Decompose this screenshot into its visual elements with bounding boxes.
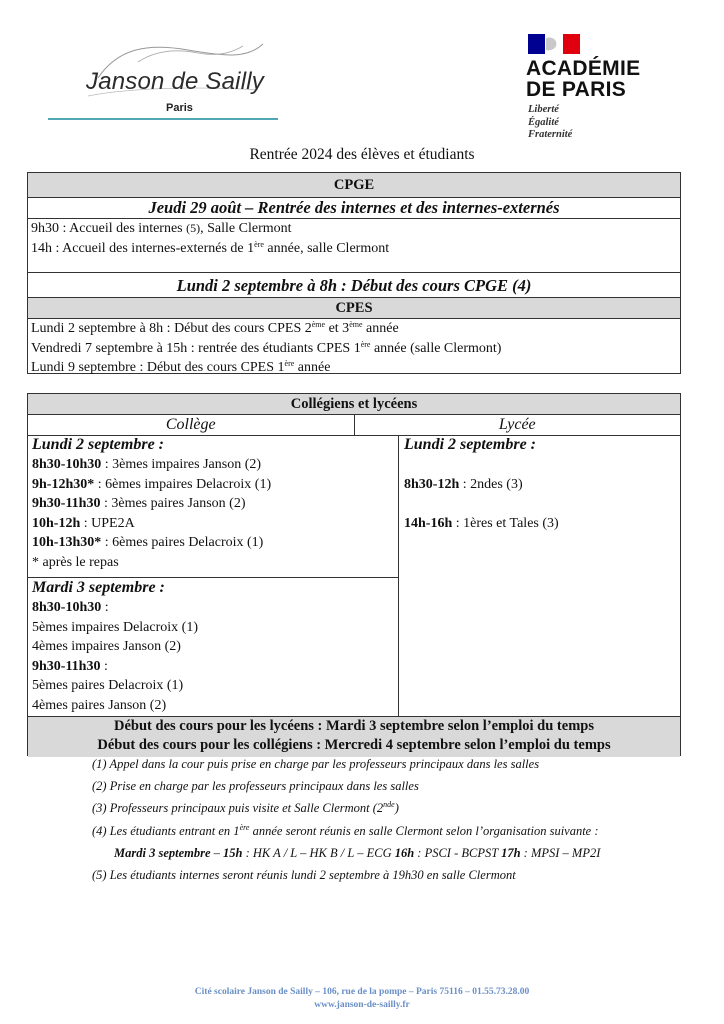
motto-liberte: Liberté [528,104,559,115]
footer-lycee-start: Début des cours pour les lycéens : Mardi 3 septembre selon l’emploi du temps [114,718,594,734]
motto-fraternite: Fraternité [528,129,573,140]
footnote-1: (1) Appel dans la cour puis prise en charge par les professeurs principaux dans les salles [92,757,540,771]
college-lundi-row: 10h-13h30* : 6èmes paires Delacroix (1) [32,535,264,551]
college-lundi-note: * après le repas [32,554,119,570]
college-lundi-row: 9h-12h30* : 6èmes impaires Delacroix (1) [32,476,272,492]
college-lycee-subheader [28,415,680,436]
academie-line2: DE PARIS [526,78,627,101]
lycee-lundi-row: 14h-16h : 1ères et Tales (3) [404,515,559,531]
college-label: Collège [28,415,355,435]
lycee-lundi-cell [399,435,680,533]
footer-website: www.janson-de-sailly.fr [314,1000,410,1010]
footnote-5: (5) Les étudiants internes seront réunis lundi 2 septembre à 19h30 en salle Clermont [92,868,516,882]
lycee-lundi-day: Lundi 2 septembre : [404,436,536,453]
college-mardi-row: 5èmes impaires Delacroix (1) [32,619,198,635]
college-mardi-slot1: 8h30-10h30 : [32,600,109,615]
college-lundi-row: 10h-12h : UPE2A [32,515,135,531]
footnote-4-schedule: Mardi 3 septembre – 15h : HK A / L – HK B / L – ECG 16h : PSCI - BCPST 17h : MPSI – MP2I [114,846,601,860]
college-mardi-row: 4èmes impaires Janson (2) [32,639,181,655]
college-mardi-day: Mardi 3 septembre : [32,579,165,596]
janson-logo-city: Paris [166,102,193,114]
lycee-spacer [404,494,680,514]
cpge-jeudi-title: Jeudi 29 août – Rentrée des internes et des internes-externés [28,198,680,219]
college-mardi-row: 5èmes paires Delacroix (1) [32,678,184,694]
lycee-spacer [404,455,680,475]
schedule-grid [28,435,680,716]
college-lundi-cell [28,435,398,573]
cpes-line: Lundi 9 septembre : Début des cours CPES 1ère année [31,359,331,376]
document-title: Rentrée 2024 des élèves et étudiants [249,146,475,163]
cpge-table [27,172,681,374]
academie-logo [526,34,676,144]
motto-egalite: Égalité [528,116,559,128]
college-lundi-day: Lundi 2 septembre : [32,436,164,453]
college-lundi-row: 9h30-11h30 : 3èmes paires Janson (2) [32,496,246,512]
college-mardi-row: 4èmes paires Janson (2) [32,697,167,713]
footnote-2: (2) Prise en charge par les professeurs principaux dans les salles [92,779,419,793]
republic-motto [528,104,572,142]
college-lundi-row: 8h30-10h30 : 3èmes impaires Janson (2) [32,457,262,472]
cpes-header: CPES [28,298,680,319]
cpge-jeudi-line: 14h : Accueil des internes-externés de 1ère année, salle Clermont [31,239,390,256]
footer-address: Cité scolaire Janson de Sailly – 106, rue de la pompe – Paris 75116 – 01.55.73.28.00 [194,987,530,997]
cpge-jeudi-line: 9h30 : Accueil des internes (5), Salle Clermont [31,221,292,236]
college-lycee-footer [28,716,680,757]
cpes-body [28,319,680,378]
janson-logo-rule [48,118,278,120]
cpge-lundi-title: Lundi 2 septembre à 8h : Début des cours CPGE (4) [28,273,680,298]
academie-line1: ACADÉMIE [526,57,641,80]
lycee-lundi-row: 8h30-12h : 2ndes (3) [404,476,523,492]
cpge-header: CPGE [28,173,680,198]
college-mardi-slot2: 9h30-11h30 : [32,658,108,674]
cpes-line: Vendredi 7 septembre à 15h : rentrée des étudiants CPES 1ère année (salle Clermont) [31,339,502,356]
janson-logo-name: Janson de Sailly [86,68,264,95]
college-mardi-cell [28,578,398,716]
page-footer [0,986,724,1012]
college-lycee-table [27,393,681,756]
janson-logo [48,30,280,122]
footer-college-start: Début des cours pour les collégiens : Mercredi 4 septembre selon l’emploi du temps [97,737,611,753]
college-lycee-header: Collégiens et lycéens [28,394,680,415]
lycee-label: Lycée [498,416,536,433]
marianne-flag-icon [528,34,580,54]
footnote-3: (3) Professeurs principaux puis visite et Salle Clermont (2nde) [92,800,399,815]
cpes-line: Lundi 2 septembre à 8h : Début des cours CPES 2ème et 3ème année [31,320,399,336]
cpge-jeudi-body [28,219,680,273]
footnote-4: (4) Les étudiants entrant en 1ère année seront réunis en salle Clermont selon l’organisation suivante : [92,823,599,838]
